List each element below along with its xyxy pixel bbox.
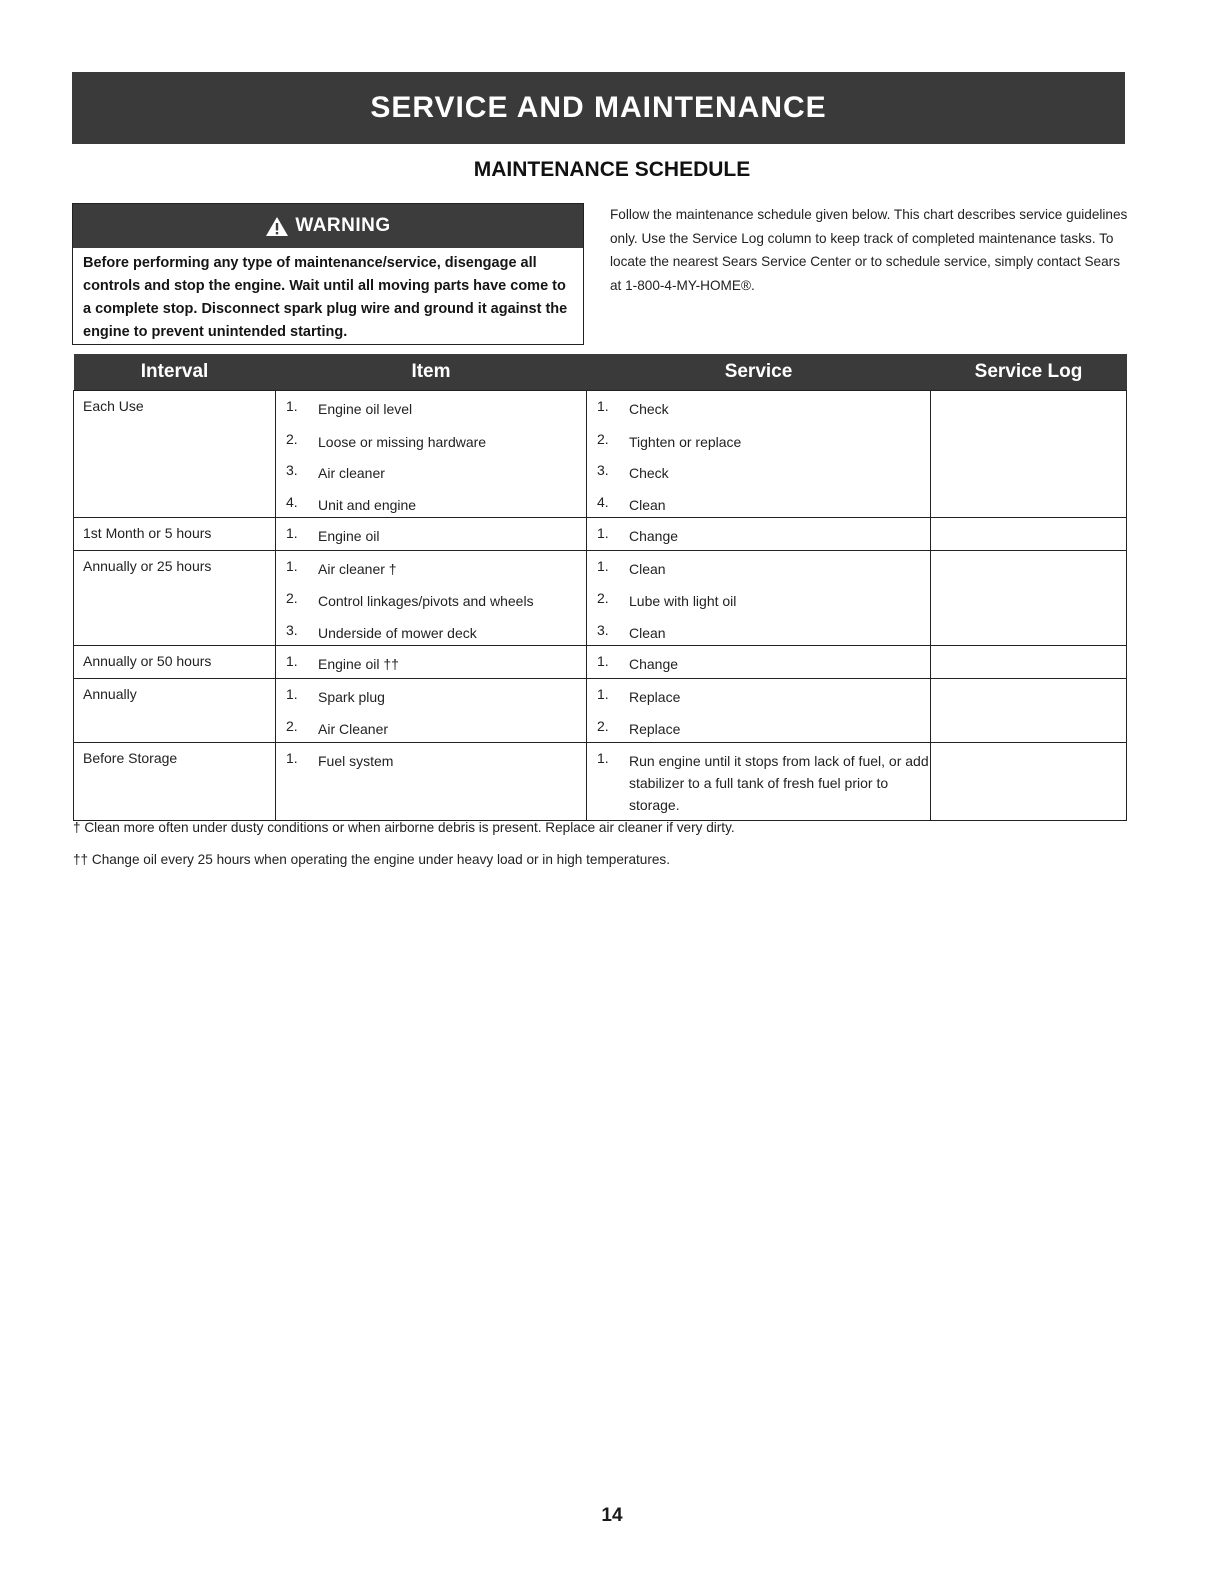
entry-text: Change <box>629 528 679 544</box>
table-row <box>74 391 1127 518</box>
service-cell <box>587 646 931 679</box>
entry-text: Underside of mower deck <box>318 624 477 641</box>
service-entry <box>587 614 930 646</box>
intro-paragraph: Follow the maintenance schedule given below. This chart describes service guidelines only. Use the Service Log column to keep track of completed maintenance tasks. To locate the nearest Sears Service Center or to schedule service, simply contact Sears at 1-800-4-MY-HOME®. <box>610 207 1128 293</box>
service-log-cell[interactable] <box>931 518 1127 551</box>
footnote-1: † Clean more often under dusty conditions or when airborne debris is present. Replace air cleaner if very dirty. <box>73 820 735 835</box>
service-entry <box>587 743 930 820</box>
item-entry <box>276 710 586 742</box>
warning-box <box>72 203 584 345</box>
service-log-cell[interactable] <box>931 678 1127 742</box>
service-entry <box>587 646 930 678</box>
warning-text: Before performing any type of maintenance/service, disengage all controls and stop the engine. Wait until all moving parts have come to a complete stop. Disconnect spark plug wire and ground it against the engine to prevent unintended starting. <box>83 255 568 340</box>
interval-cell: Each Use <box>74 391 276 518</box>
entry-text: Clean <box>629 624 666 641</box>
entry-number: 2. <box>286 718 298 734</box>
item-entry <box>276 551 586 583</box>
section-banner <box>72 72 1125 144</box>
table-row <box>74 678 1127 742</box>
entry-number: 4. <box>597 493 609 510</box>
item-entry <box>276 518 586 550</box>
item-cell <box>276 742 587 820</box>
entry-number: 1. <box>597 685 609 702</box>
table-body <box>74 391 1127 821</box>
table-row <box>74 742 1127 820</box>
service-cell <box>587 678 931 742</box>
entry-number: 3. <box>597 462 609 478</box>
service-entry <box>587 518 930 550</box>
service-cell <box>587 518 931 551</box>
table-header-row <box>74 354 1127 391</box>
entry-text: Loose or missing hardware <box>318 433 487 450</box>
entry-text: Unit and engine <box>318 496 417 513</box>
item-entry <box>276 391 586 423</box>
service-entry <box>587 679 930 711</box>
service-entry <box>587 551 930 583</box>
warning-triangle-icon <box>265 216 289 237</box>
interval-cell: Annually <box>74 678 276 742</box>
service-entry <box>587 486 930 518</box>
interval-cell: Annually or 25 hours <box>74 550 276 646</box>
entry-text: Replace <box>629 688 681 705</box>
entry-number: 1. <box>286 653 298 669</box>
maintenance-schedule-table <box>73 354 1127 821</box>
item-cell <box>276 646 587 679</box>
entry-text: Replace <box>629 721 681 737</box>
column-header-service-log: Service Log <box>931 354 1127 391</box>
service-entry <box>587 391 930 423</box>
item-cell <box>276 550 587 646</box>
entry-number: 1. <box>597 749 609 766</box>
column-header-service: Service <box>587 354 931 391</box>
interval-cell: 1st Month or 5 hours <box>74 518 276 551</box>
entry-number: 1. <box>597 525 609 541</box>
column-header-item: Item <box>276 354 587 391</box>
interval-cell: Before Storage <box>74 742 276 820</box>
item-entry <box>276 646 586 678</box>
service-cell <box>587 550 931 646</box>
entry-number: 1. <box>286 557 298 574</box>
item-entry <box>276 454 586 486</box>
service-log-cell[interactable] <box>931 742 1127 820</box>
footnote-2: †† Change oil every 25 hours when operating the engine under heavy load or in high temperatures. <box>73 852 671 867</box>
item-entry <box>276 486 586 518</box>
entry-text: Fuel system <box>318 752 394 769</box>
entry-text: Clean <box>629 560 666 577</box>
warning-title: WARNING <box>295 215 391 236</box>
entry-number: 1. <box>286 685 298 702</box>
item-entry <box>276 679 586 711</box>
entry-number: 1. <box>286 398 298 414</box>
service-log-cell[interactable] <box>931 646 1127 679</box>
entry-number: 1. <box>286 525 298 541</box>
entry-text: Spark plug <box>318 688 385 705</box>
page-number: 14 <box>601 1505 623 1526</box>
service-log-cell[interactable] <box>931 550 1127 646</box>
banner-title: SERVICE AND MAINTENANCE <box>370 91 827 124</box>
item-entry <box>276 614 586 646</box>
entry-number: 2. <box>597 718 609 734</box>
entry-text: Check <box>629 401 669 417</box>
entry-text: Air cleaner <box>318 465 385 481</box>
service-entry <box>587 710 930 742</box>
entry-number: 2. <box>597 430 609 447</box>
entry-number: 2. <box>286 590 298 606</box>
entry-text: Air cleaner † <box>318 560 397 577</box>
service-cell <box>587 391 931 518</box>
item-cell <box>276 518 587 551</box>
warning-header <box>73 204 583 248</box>
entry-text: Engine oil <box>318 528 380 544</box>
entry-text: Change <box>629 656 679 672</box>
table-row <box>74 550 1127 646</box>
entry-text: Engine oil level <box>318 401 413 417</box>
entry-number: 1. <box>597 398 609 414</box>
service-entry <box>587 454 930 486</box>
entry-number: 1. <box>597 557 609 574</box>
entry-text: Clean <box>629 496 666 513</box>
entry-number: 1. <box>286 749 298 766</box>
entry-text: Air Cleaner <box>318 721 389 737</box>
item-entry <box>276 743 586 775</box>
service-entry <box>587 582 930 614</box>
table-row <box>74 646 1127 679</box>
entry-number: 3. <box>597 621 609 638</box>
service-log-cell[interactable] <box>931 391 1127 518</box>
entry-text: Check <box>629 465 669 481</box>
entry-number: 1. <box>597 653 609 669</box>
interval-cell: Annually or 50 hours <box>74 646 276 679</box>
entry-text: Run engine until it stops from lack of fuel, or add stabilizer to a full tank of fresh fuel prior to storage. <box>629 752 929 813</box>
entry-text: Lube with light oil <box>629 593 737 609</box>
item-entry <box>276 423 586 455</box>
entry-text: Engine oil †† <box>318 656 399 672</box>
entry-number: 4. <box>286 493 298 510</box>
entry-text: Tighten or replace <box>629 433 742 450</box>
entry-number: 3. <box>286 621 298 638</box>
page-title: MAINTENANCE SCHEDULE <box>473 158 751 181</box>
service-cell <box>587 742 931 820</box>
entry-number: 2. <box>286 430 298 447</box>
entry-number: 3. <box>286 462 298 478</box>
entry-number: 2. <box>597 590 609 606</box>
entry-text: Control linkages/pivots and wheels <box>318 593 534 609</box>
item-cell <box>276 391 587 518</box>
item-entry <box>276 582 586 614</box>
service-entry <box>587 423 930 455</box>
table-row <box>74 518 1127 551</box>
column-header-interval: Interval <box>74 354 276 391</box>
item-cell <box>276 678 587 742</box>
